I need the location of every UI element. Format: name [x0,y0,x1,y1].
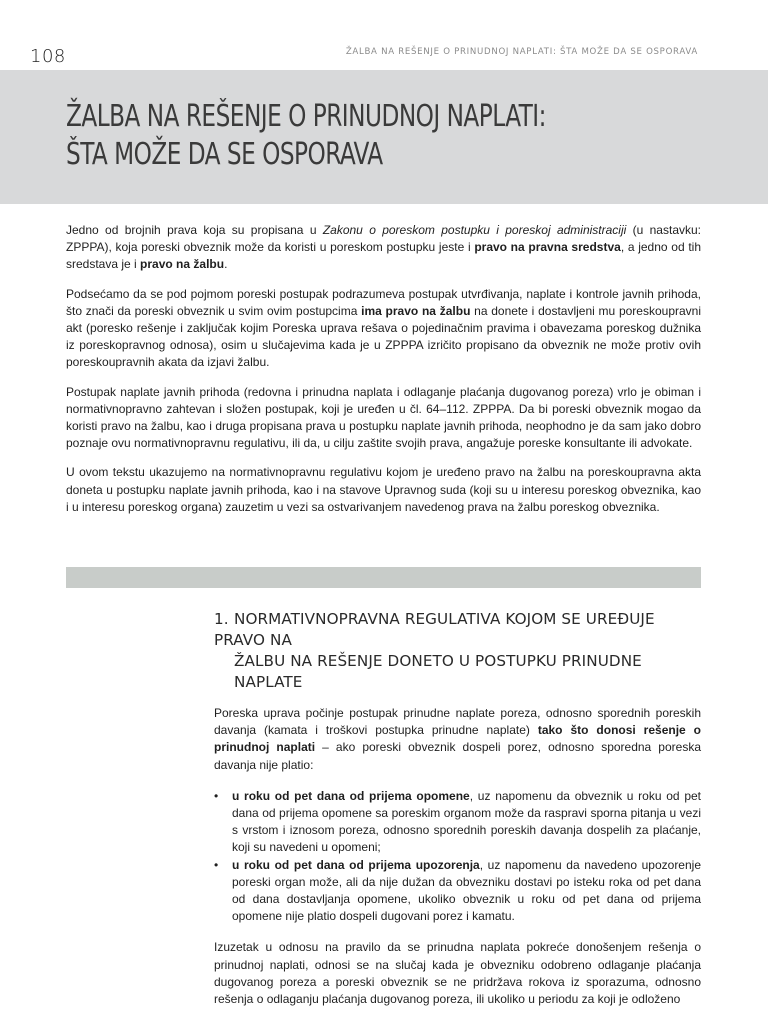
list-item: • u roku od pet dana od prijema upozorenja, uz napomenu da navedeno upozorenje poreski organ može, ali da nije dužan da obvezniku dostavi po isteku roka od pet dana od dana dostavljanja opomene, ukoliko obveznik u roku od pet dana od prijema opomene nije platio dospeli dugovani porez i kamatu. [214,857,701,924]
law-name: Zakonu o poreskom postupku i poreskoj administraciji [322,223,627,237]
intro-paragraph-4: U ovom tekstu ukazujemo na normativnopravnu regulativu kojom je uređeno pravo na žalbu na poreskoupravna akta doneta u postupku naplate javnih prihoda, kao i na stavove Upravnog suda (koji su u interesu poreskog obveznika, kao i u interesu poreskog organa) zauzetim u vezi sa ostvarivanjem navedenog prava na žalbu poreskog obveznika. [66,465,701,514]
section-divider-bar [66,567,701,588]
running-header: ŽALBA NA REŠENJE O PRINUDNOJ NAPLATI: ŠTA MOŽE DA SE OSPORAVA [345,47,698,57]
emphasis: pravo na žalbu [140,257,225,272]
article-title-line-1: ŽALBA NA REŠENJE O PRINUDNOJ NAPLATI: [66,99,546,134]
section-1-paragraph-1: Poreska uprava počinje postupak prinudne naplate poreza, odnosno sporednih poreskih davanja (kamata i troškovi postupka prinudne naplate) tako što donosi rešenje o prinudnoj naplati – ako poreski obveznik dospeli porez, odnosno sporedna poreska davanja nije platio: [214,706,701,772]
list-item: • u roku od pet dana od prijema opomene, uz napomenu da obveznik u roku od pet dana od prijema opomene sa poreskim organom može da raspravi sporna pitanja u vezi s vrstom i iznosom poreza, odnosno sporednih poreskih davanja dospelih za plaćanje, koji su navedeni u opomeni; [214,788,701,855]
article-title-line-2: ŠTA MOŽE DA SE OSPORAVA [66,137,383,172]
page-number: 108 [30,46,66,67]
bullet-icon: • [214,788,219,803]
emphasis: tako što donosi rešenje o prinudnoj naplati [214,723,701,755]
section-heading-line-1: NORMATIVNOPRAVNA REGULATIVA KOJOM SE UREĐUJE PRAVO NA [214,610,655,649]
section-1-heading [214,609,701,693]
intro-paragraph-3: Postupak naplate javnih prihoda (redovna i prinudna naplata i odlaganje plaćanja dugovanog poreza) vrlo je obiman i normativnopravno zahtevan i složen postupak, koji je uređen u čl. 64–112. ZPPPA. Da bi poreski obveznik mogao da koristi pravo na žalbu, kao i druga propisana prava u postupku naplate javnih prihoda, neophodno je da sam jako dobro poznaje ovu normativnopravnu regulativu, ili da, u cilju zaštite svojih prava, angažuje poreske konsultante ili advokate. [66,384,701,451]
section-heading-line-2: ŽALBU NA REŠENJE DONETO U POSTUPKU PRINUDNE NAPLATE [234,652,642,691]
intro-text [66,222,701,528]
intro-paragraph-1: Jedno od brojnih prava koja su propisana u Zakonu o poreskom postupku i poreskoj administraciji (u nastavku: ZPPPA), koja poreski obveznik može da koristi u poreskom postupku jeste i pravo na pravna sredstva, a jedno od tih sredstava je i pravo na žalbu. [66,223,701,272]
bullet-icon: • [214,857,219,872]
section-number: 1. [214,610,229,628]
bullet-list [214,788,701,926]
intro-paragraph-2: Podsećamo da se pod pojmom poreski postupak podrazumeva postupak utvrđivanja, naplate i kontrole javnih prihoda, što znači da poreski obveznik u svim ovim postupcima ima pravo na žalbu na donete i dostavljeni mu poreskoupravni akt (poresko rešenje i zaključak kojim Poreska uprava rešava o pojedinačnim pravima i obavezama poreskog dužnika iz poreskopravnog odnosa), osim u slučajevima kada je u ZPPPA izričito propisano da obveznik ne može protiv ovih poreskoupravnih akata da izjavi žalbu. [66,286,702,370]
section-1-paragraph-2: Izuzetak u odnosu na pravilo da se prinudna naplata pokreće donošenjem rešenja o prinudnoj naplati, odnosi se na slučaj kada je obvezniku odobreno odlaganje plaćanja dugovanog poreza a poreski obveznik se ne pridržava rokova iz sporazuma, odnosno rešenja o odlaganju plaćanja dugovanog poreza, ili ukoliko u periodu za koji je odloženo [214,940,701,1007]
emphasis: ima pravo na žalbu [361,303,471,318]
section-1 [214,609,701,1022]
emphasis: pravo na pravna sredstva [474,240,621,255]
article-title [66,98,546,174]
